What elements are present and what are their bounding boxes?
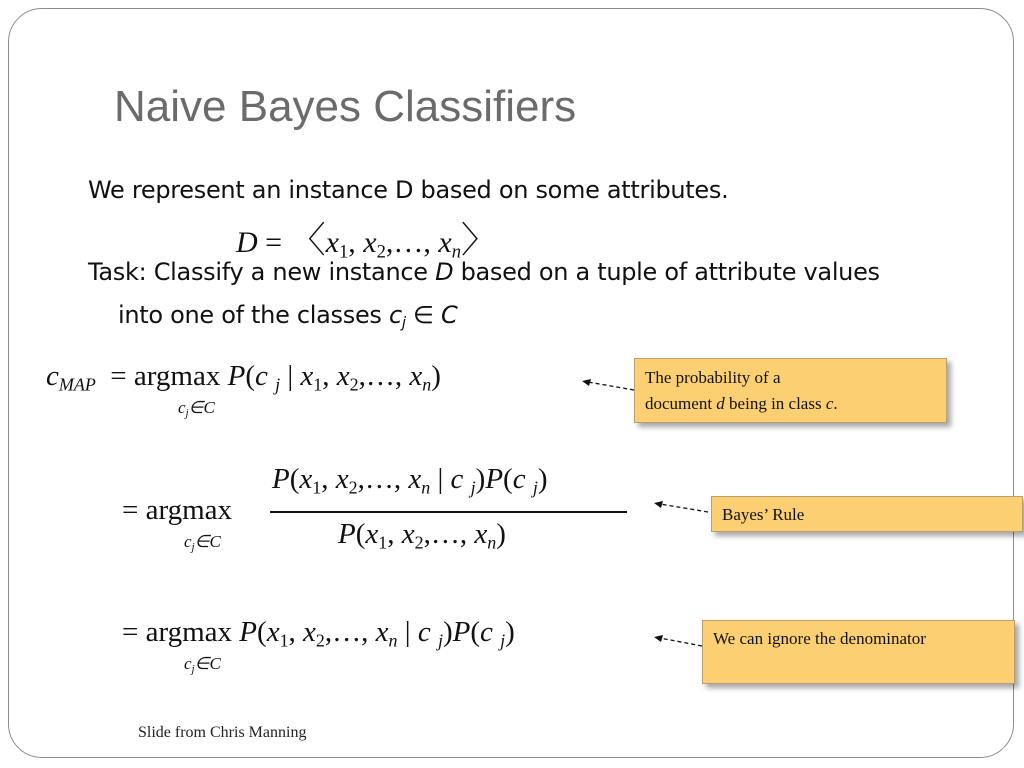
callout-probability: The probability of a document d being in class c.: [634, 358, 947, 423]
instance-definition: $D = 〈x_1$, $x_2,\dots$, $x_n〉$: [236, 220, 497, 263]
task-line-1: Task: Classify a new instance D based on a tuple of attribute values: [88, 258, 880, 286]
equation-bayes-prefix: = argmax: [122, 494, 233, 526]
intro-text: We represent an instance D based on some attributes.: [88, 176, 729, 204]
slide-title: Naive Bayes Classifiers: [114, 82, 577, 131]
argmax-subscript-2: cj∈C: [184, 532, 221, 554]
argmax-subscript-1: cj∈C: [178, 398, 215, 420]
fraction-bar: [270, 511, 627, 513]
equation-bayes-numerator: $P(x_1$, $x_2,\dots$, $x_n$ | c $_j$)P(c $_j$): [272, 463, 548, 498]
arrow-icon: [580, 376, 636, 396]
argmax-subscript-3: cj∈C: [184, 654, 221, 676]
callout-ignore-denominator: We can ignore the denominator: [702, 620, 1015, 684]
equation-simplified: = argmax $P(x_1$, $x_2,\dots$, $x_n$ | c $_j$)P(c $_j$): [122, 616, 515, 651]
arrow-icon: [652, 498, 710, 518]
equation-bayes-denominator: $P(x_1$, $x_2,\dots$, $x_n$): [338, 518, 506, 553]
equation-cmap: $c_{MAP} = argmax$ P(c $_j$ | $x_1$, $x_2,\dots$, $x_n$): [46, 360, 441, 395]
task-line-2: into one of the classes $c_j$ ∈ C: [118, 301, 458, 332]
arrow-icon: [652, 632, 704, 652]
slide-footer: Slide from Chris Manning: [138, 724, 307, 741]
callout-bayes-rule: Bayes’ Rule: [711, 496, 1023, 532]
